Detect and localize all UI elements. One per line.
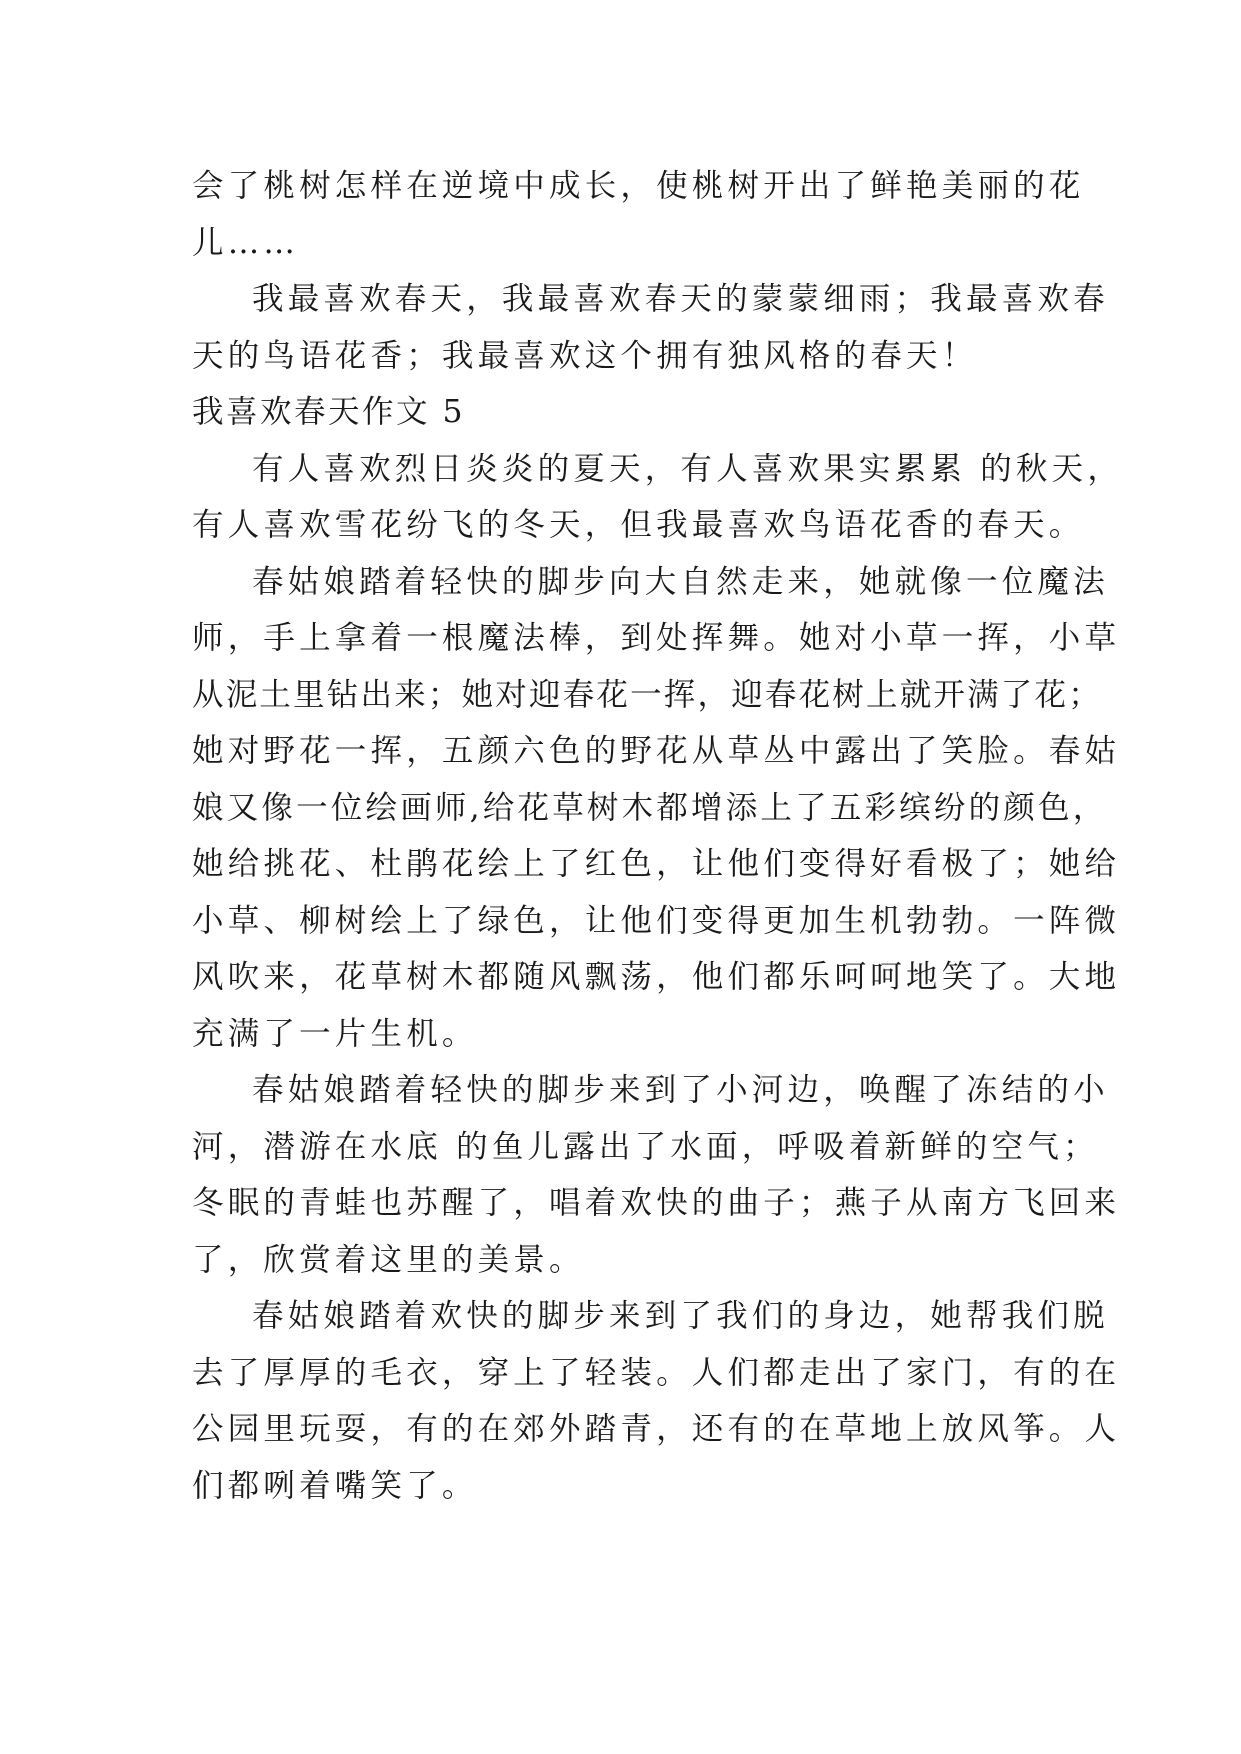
text-line: 们都咧着嘴笑了。 <box>192 1467 478 1504</box>
text-line: 春姑娘踏着欢快的脚步来到了我们的身边，她帮我们脱 <box>252 1298 1109 1334</box>
text-line: 小草、柳树绘上了绿色，让他们变得更加生机勃勃。一阵微 <box>192 902 1121 939</box>
text-line: 春姑娘踏着轻快的脚步来到了小河边，唤醒了冻结的小 <box>252 1072 1109 1108</box>
text-line: 了，欣赏着这里的美景。 <box>192 1241 585 1278</box>
text-line: 她给挑花、杜鹃花绘上了红色，让他们变得好看极了；她给 <box>192 846 1121 882</box>
text-line: 有人喜欢雪花纷飞的冬天，但我最喜欢鸟语花香的春天。 <box>192 507 1085 543</box>
essay-text <box>192 158 1124 1514</box>
text-line: 娘又像一位绘画师,给花草树木都增添上了五彩缤纷的颜色， <box>192 789 1108 826</box>
text-line: 河，潜游在水底 的鱼儿露出了水面，呼吸着新鲜的空气； <box>192 1128 1099 1165</box>
text-line: 冬眠的青蛙也苏醒了，唱着欢快的曲子；燕子从南方飞回来 <box>192 1185 1121 1221</box>
text-line: 充满了一片生机。 <box>192 1015 478 1052</box>
text-line: 她对野花一挥，五颜六色的野花从草丛中露出了笑脸。春姑 <box>192 733 1121 769</box>
text-line: 师，手上拿着一根魔法棒，到处挥舞。她对小草一挥，小草 <box>192 620 1121 656</box>
text-line: 天的鸟语花香；我最喜欢这个拥有独风格的春天！ <box>192 337 978 374</box>
text-line: 会了桃树怎样在逆境中成长，使桃树开出了鲜艳美丽的花 <box>192 168 1085 204</box>
section-heading: 我喜欢春天作文 5 <box>192 394 466 430</box>
text-line: 儿…… <box>192 224 300 261</box>
text-line: 风吹来，花草树木都随风飘荡，他们都乐呵呵地笑了。大地 <box>192 959 1121 995</box>
text-line: 公园里玩耍，有的在郊外踏青，还有的在草地上放风筝。人 <box>192 1411 1121 1447</box>
text-line: 从泥土里钻出来；她对迎春花一挥，迎春花树上就开满了花； <box>192 676 1102 713</box>
text-line: 我最喜欢春天，我最喜欢春天的蒙蒙细雨；我最喜欢春 <box>252 281 1109 317</box>
text-line: 有人喜欢烈日炎炎的夏天，有人喜欢果实累累 的秋天， <box>252 450 1124 487</box>
text-line: 春姑娘踏着轻快的脚步向大自然走来，她就像一位魔法 <box>252 563 1109 600</box>
text-line: 去了厚厚的毛衣，穿上了轻装。人们都走出了家门，有的在 <box>192 1354 1121 1391</box>
